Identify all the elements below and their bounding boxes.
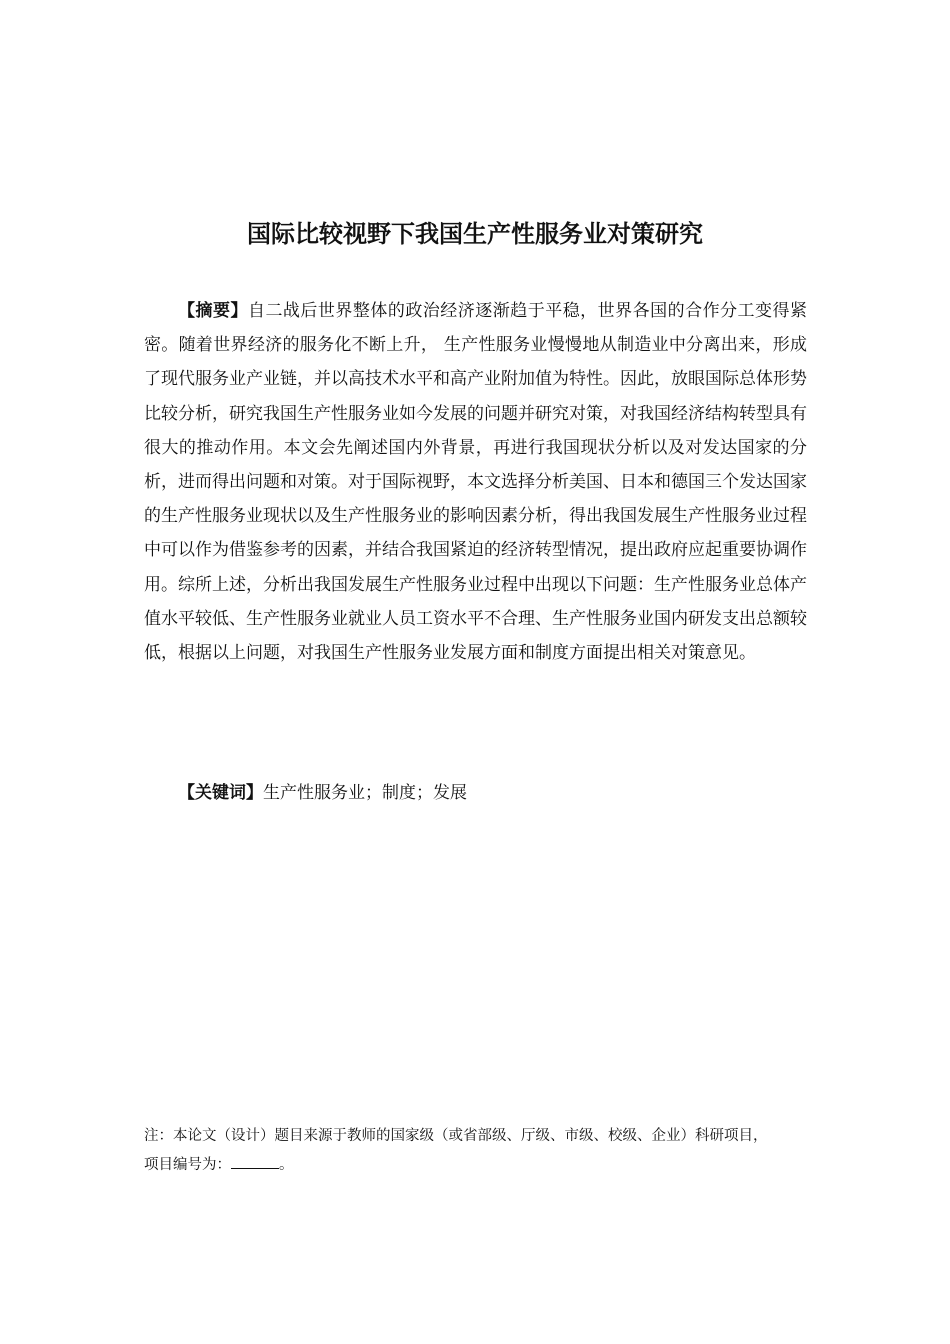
keywords-paragraph [144, 776, 807, 810]
abstract-text: 自二战后世界整体的政治经济逐渐趋于平稳，世界各国的合作分工变得紧密。随着世界经济的服务化不断上升， 生产性服务业慢慢地从制造业中分离出来，形成了现代服务业产业链，并以高技术水平和高产业附加值为特性。因此，放眼国际总体形势比较分析，研究我国生产性服务业如今发展的问题并研究对策，对我国经济结构转型具有很大的推动作用。本文会先阐述国内外背景，再进行我国现状分析以及对发达国家的分析，进而得出问题和对策。对于国际视野，本文选择分析美国、日本和德国三个发达国家的生产性服务业现状以及生产性服务业的影响因素分析，得出我国发展生产性服务业过程中可以作为借鉴参考的因素，并结合我国紧迫的经济转型情况，提出政府应起重要协调作用。综所上述，分析出我国发展生产性服务业过程中出现以下问题：生产性服务业总体产值水平较低、生产性服务业就业人员工资水平不合理、生产性服务业国内研发支出总额较低，根据以上问题，对我国生产性服务业发展方面和制度方面提出相关对策意见。 [144, 301, 808, 664]
abstract-paragraph [144, 294, 807, 670]
page-title: 国际比较视野下我国生产性服务业对策研究 [247, 220, 703, 248]
keywords-label: 【关键词】 [178, 783, 263, 803]
project-number-blank [231, 1154, 279, 1169]
keywords-text: 生产性服务业；制度；发展 [263, 783, 467, 803]
abstract-label: 【摘要】 [178, 301, 248, 321]
project-number-label: 项目编号为： [144, 1157, 231, 1173]
footnote-line-2 [144, 1151, 808, 1180]
footnote-end: 。 [279, 1157, 294, 1173]
footnote [144, 1122, 808, 1180]
footnote-line-1: 注：本论文（设计）题目来源于教师的国家级（或省部级、厅级、市级、校级、企业）科研项目， [144, 1128, 768, 1144]
